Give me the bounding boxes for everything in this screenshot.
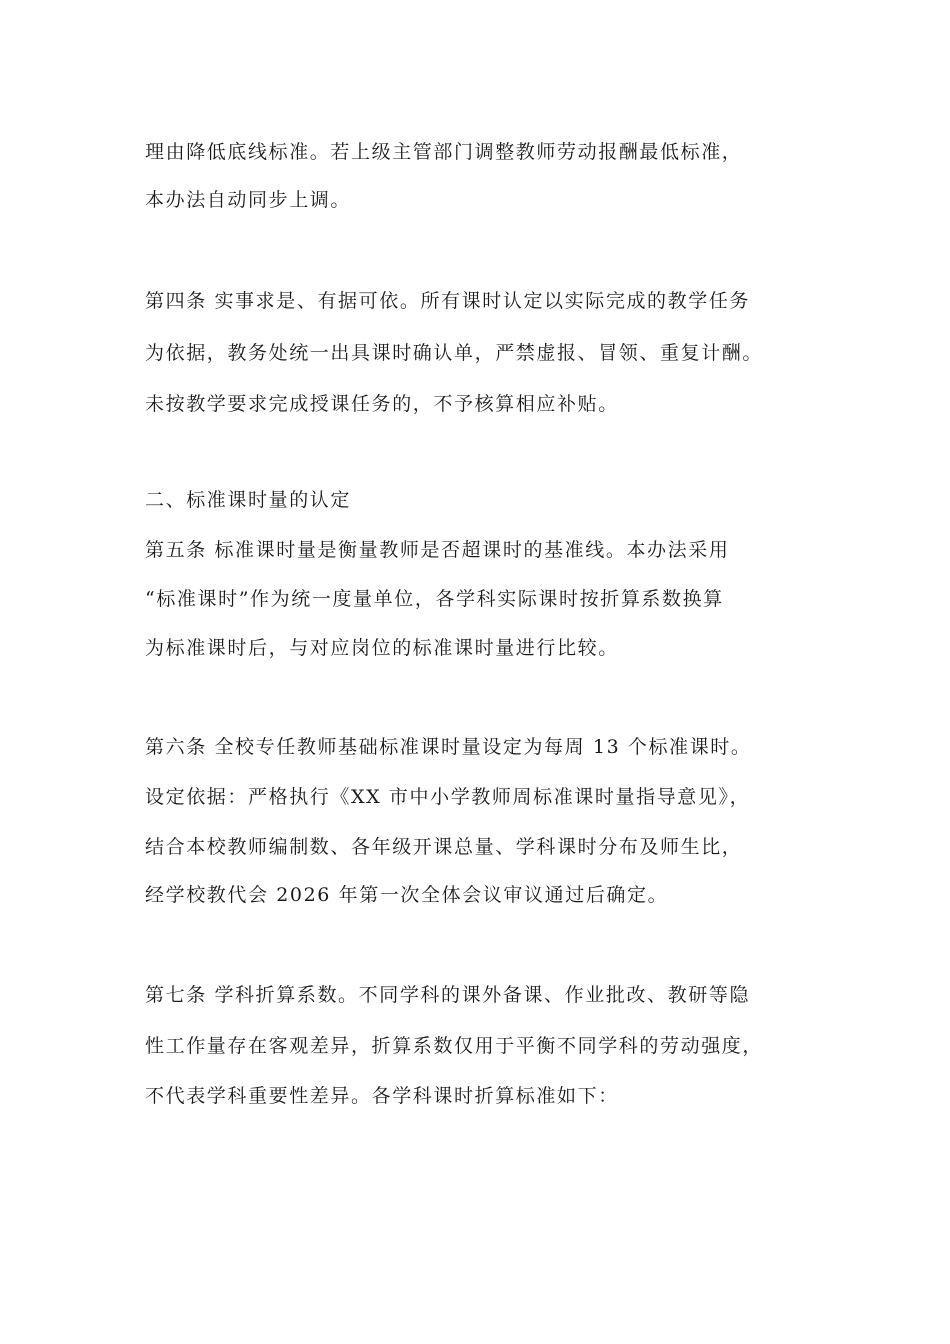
text-line: 性工作量存在客观差异，折算系数仅用于平衡不同学科的劳动强度， [145,1035,764,1057]
article-6-heading-line: 第六条 全校专任教师基础标准课时量设定为每周 13 个标准课时。 [145,736,752,758]
text-line: “标准课时”作为统一度量单位，各学科实际课时按折算系数换算 [145,588,724,610]
article-7-heading-line: 第七条 学科折算系数。不同学科的课外备课、作业批改、教研等隐 [145,984,751,1006]
text-line: 本办法自动同步上调。 [145,189,352,211]
article-4-heading-line: 第四条 实事求是、有据可依。所有课时认定以实际完成的教学任务 [145,290,751,312]
text-line: 不代表学科重要性差异。各学科课时折算标准如下： [145,1085,619,1107]
text-line: 理由降低底线标准。若上级主管部门调整教师劳动报酬最低标准， [145,141,743,163]
text-line: 未按教学要求完成授课任务的，不予核算相应补贴。 [145,393,619,415]
text-line: 经学校教代会 2026 年第一次全体会议审议通过后确定。 [145,884,669,906]
article-5-heading-line: 第五条 标准课时量是衡量教师是否超课时的基准线。本办法采用 [145,539,730,561]
section-heading: 二、标准课时量的认定 [145,489,352,511]
text-line: 为依据，教务处统一出具课时确认单，严禁虚报、冒领、重复计酬。 [145,342,764,364]
text-line: 设定依据：严格执行《XX 市中小学教师周标准课时量指导意见》， [145,786,751,808]
text-line: 为标准课时后，与对应岗位的标准课时量进行比较。 [145,637,619,659]
text-line: 结合本校教师编制数、各年级开课总量、学科课时分布及师生比， [145,836,743,858]
